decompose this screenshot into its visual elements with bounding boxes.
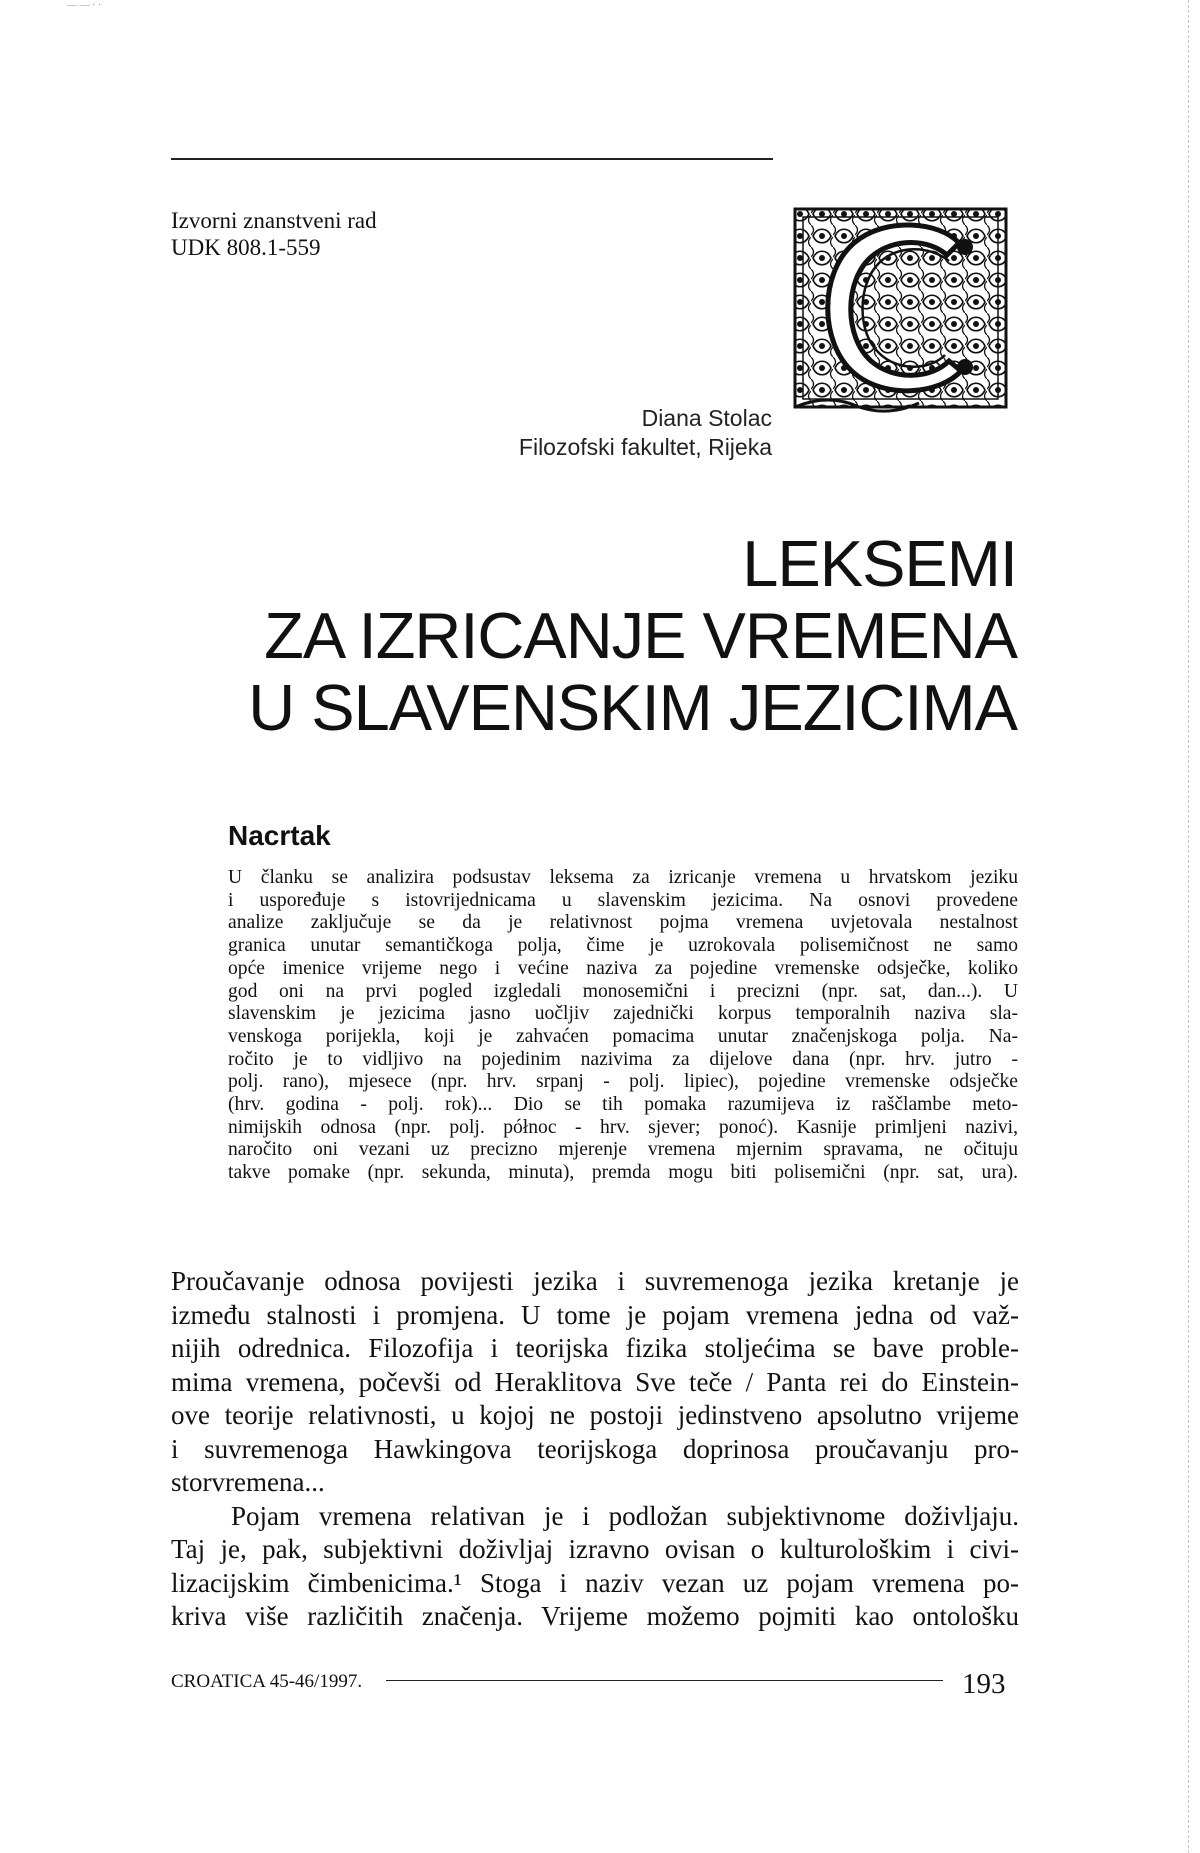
body-line: nijih odrednica. Filozofija i teorijska fizika stoljećima se bave proble- [171,1333,1019,1363]
abstract-line: slavenskim je jezicima jasno uočljiv zajednički korpus temporalnih naziva sla- [228,1003,1018,1025]
title-line: U SLAVENSKIM JEZICIMA [248,671,1017,744]
abstract-line: naročito oni vezani uz precizno mjerenje vremena mjernim spravama, ne očituju [228,1139,1018,1161]
abstract-line: nimijskih odnosa (npr. polj. północ - hrv. sjever; ponoć). Kasnije primljeni nazivi, [228,1116,1018,1138]
title-line: LEKSEMI [742,527,1017,600]
body-text [171,1265,1019,1634]
abstract-line: i uspoređuje s istovrijednicama u slavenskim jezicima. Na osnovi provedene [228,889,1018,911]
body-line: ove teorije relativnosti, u kojoj ne postoji jedinstveno apsolutno vrijeme [171,1400,1019,1430]
header-rule [171,158,773,160]
abstract-line: venskoga porijekla, koji je zahvaćen pomacima unutar značenjskoga polja. Na- [228,1025,1018,1047]
body-line: Taj je, pak, subjektivni doživljaj izravno ovisan o kulturološkim i civi- [171,1534,1019,1564]
body-line: Proučavanje odnosa povijesti jezika i suvremenoga jezika kretanje je [171,1266,1019,1296]
decorative-initial-c-icon [789,203,1012,417]
article-title [248,528,1017,744]
body-line: lizacijskim čimbenicima.¹ Stoga i naziv vezan uz pojam vremena po- [171,1567,1019,1598]
abstract-line: analize zaključuje se da je relativnost pojma vremena uvjetovala nestalnost [228,912,1018,934]
article-meta [171,207,377,261]
body-line: storvremena... [171,1467,325,1497]
abstract-line: granica unutar semantičkoga polja, čime je uzrokovala polisemičnost ne samo [228,935,1018,957]
title-line: ZA IZRICANJE VREMENA [264,599,1017,672]
body-line: između stalnosti i promjena. U tome je pojam vremena jedna od važ- [171,1299,1019,1330]
abstract-line: takve pomake (npr. sekunda, minuta), premda mogu biti polisemični (npr. sat, ura). [228,1162,1018,1184]
body-line: mima vremena, počevši od Heraklitova Sve teče / Panta rei do Einstein- [171,1366,1019,1397]
abstract-line: opće imenice vrijeme nego i većine naziva za pojedine vremenske odsječke, koliko [228,957,1018,979]
udk-code: UDK 808.1-559 [171,235,321,260]
article-type: Izvorni znanstveni rad [171,208,377,233]
abstract-heading: Nacrtak [228,820,331,851]
scan-edge-line [1188,0,1189,1853]
abstract-line: polj. rano), mjesece (npr. hrv. srpanj - polj. lipiec), pojedine vremenske odsječke [228,1071,1018,1093]
footer-rule [386,1680,943,1681]
abstract-line: god oni na prvi pogled izgledali monosemični i precizni (npr. sat, dan...). U [228,980,1018,1002]
abstract-line: (hrv. godina - polj. rok)... Dio se tih pomaka razumijeva iz raščlambe meto- [228,1094,1018,1116]
abstract-text [228,867,1018,1185]
page-number: 193 [962,1668,1006,1700]
abstract-line: U članku se analizira podsustav leksema za izricanje vremena u hrvatskom jeziku [228,867,1018,888]
scan-corner-mark: — — · · [67,0,102,11]
author-affiliation: Filozofski fakultet, Rijeka [518,434,772,460]
body-line: i suvremenoga Hawkingova teorijskoga doprinosa proučavanju pro- [171,1433,1019,1464]
abstract-line: ročito je to vidljivo na pojedinim nazivima za dijelove dana (npr. hrv. jutro - [228,1048,1018,1070]
author-block [519,404,772,462]
body-line: kriva više različitih značenja. Vrijeme možemo pojmiti kao ontološku [171,1601,1019,1631]
journal-citation: CROATICA 45-46/1997. [171,1671,363,1692]
body-line: Pojam vremena relativan je i podložan subjektivnome doživljaju. [231,1500,1019,1531]
author-name: Diana Stolac [641,405,772,431]
